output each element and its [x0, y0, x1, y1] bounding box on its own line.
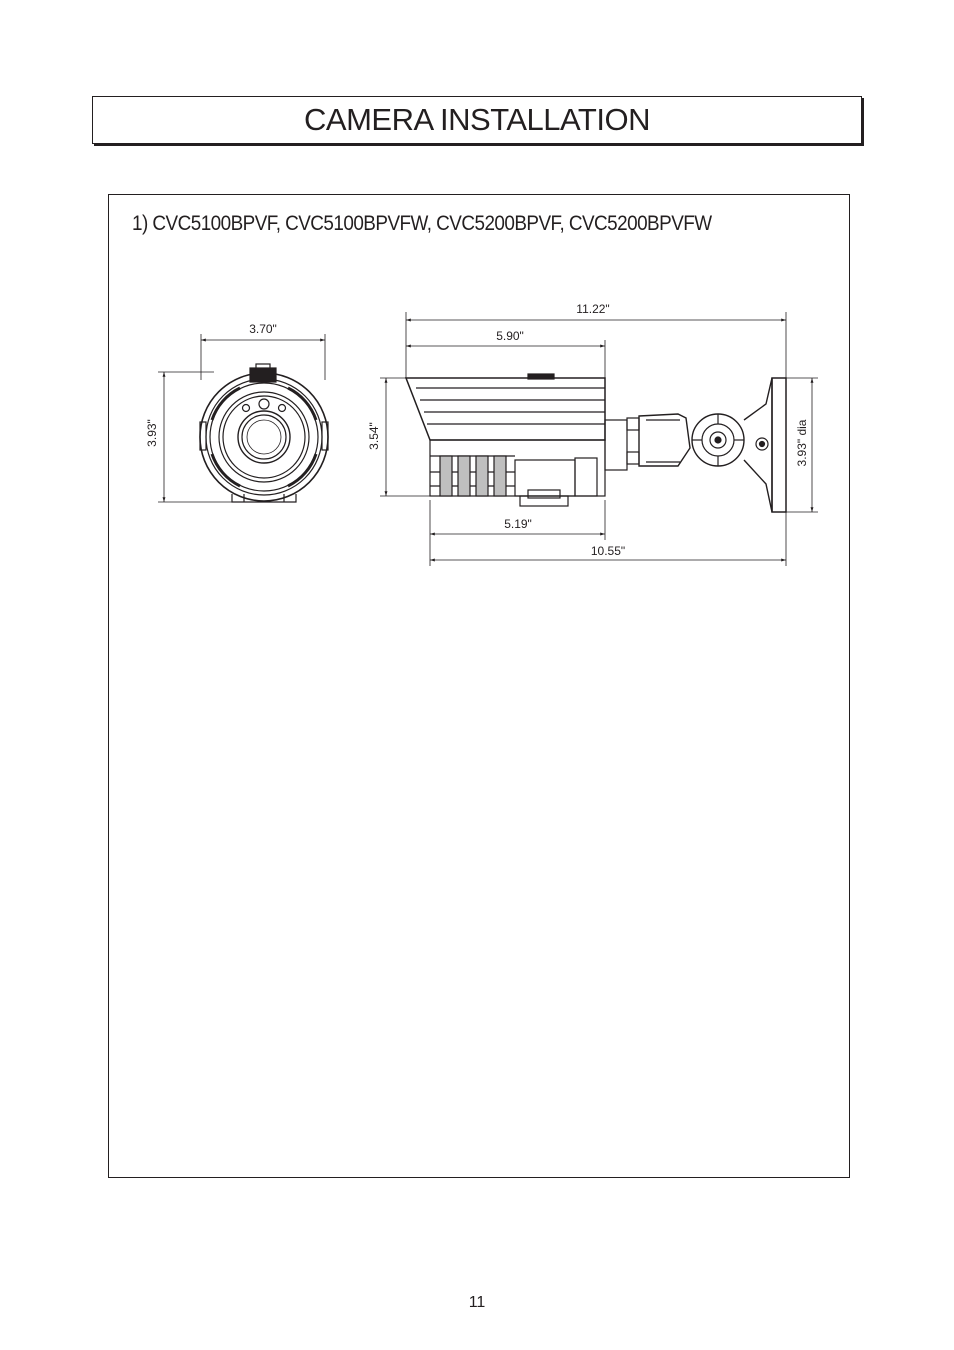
body-to-wall-label: 10.55": [590, 544, 626, 558]
page-number: 11: [468, 1294, 486, 1311]
front-height-label: 3.93": [145, 419, 159, 447]
section-heading: 1) CVC5100BPVF, CVC5100BPVFW, CVC5200BPVF, CVC5200BPVFW: [132, 212, 712, 235]
side-height-label: 3.54": [367, 422, 381, 450]
overall-length-label: 11.22": [576, 302, 610, 316]
page-title-text: CAMERA INSTALLATION: [304, 102, 650, 137]
side-view-camera: [380, 312, 818, 566]
body-length-label: 5.19": [504, 517, 532, 531]
front-view-camera: [158, 334, 328, 502]
hood-length-label: 5.90": [496, 329, 524, 343]
base-diameter-label: 3.93" dia: [795, 419, 809, 467]
front-width-label: 3.70": [249, 322, 277, 336]
